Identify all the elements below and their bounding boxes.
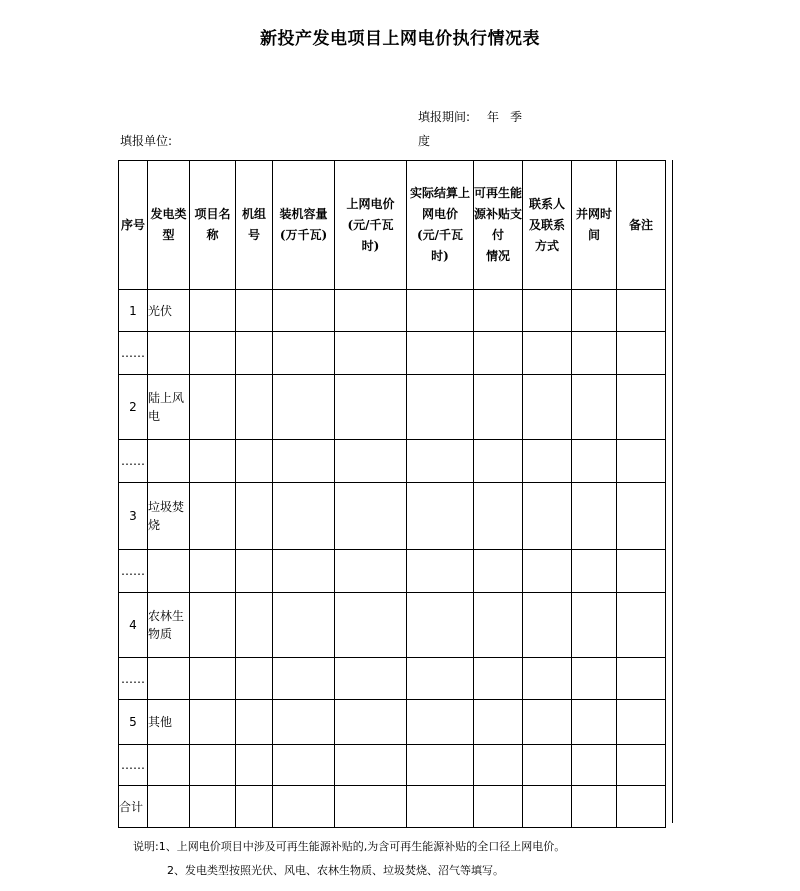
cell[interactable] (236, 483, 273, 550)
cell[interactable] (190, 375, 236, 440)
cell[interactable] (617, 483, 666, 550)
cell[interactable] (407, 700, 474, 745)
cell[interactable] (236, 593, 273, 658)
table-row (119, 745, 666, 786)
header-project-name: 项目名 称 (190, 161, 236, 290)
cell[interactable] (617, 593, 666, 658)
cell[interactable] (236, 332, 273, 375)
cell[interactable] (523, 550, 572, 593)
cell[interactable] (407, 550, 474, 593)
period-label: 填报期间: (418, 110, 471, 124)
cell[interactable] (273, 483, 335, 550)
row-serial: …… (119, 332, 148, 375)
table-row (119, 700, 666, 745)
cell[interactable] (236, 786, 273, 828)
cell[interactable] (572, 332, 617, 375)
cell[interactable] (523, 745, 572, 786)
cell[interactable] (236, 375, 273, 440)
cell[interactable] (523, 786, 572, 828)
cell[interactable] (335, 440, 407, 483)
row-serial: …… (119, 550, 148, 593)
cell[interactable] (474, 290, 523, 332)
cell[interactable] (572, 290, 617, 332)
cell[interactable] (273, 745, 335, 786)
cell[interactable] (407, 658, 474, 700)
row-type: 农林生 物质 (148, 593, 190, 658)
cell[interactable] (236, 658, 273, 700)
cell[interactable] (572, 786, 617, 828)
row-type (148, 332, 190, 375)
cell[interactable] (273, 786, 335, 828)
cell[interactable] (273, 375, 335, 440)
cell[interactable] (190, 483, 236, 550)
cell[interactable] (335, 745, 407, 786)
report-table (118, 160, 666, 828)
header-grid-price: 上网电价 (元/千瓦 时) (335, 161, 407, 290)
row-type: 其他 (148, 700, 190, 745)
row-type: 垃圾焚 烧 (148, 483, 190, 550)
header-row (119, 161, 666, 290)
cell[interactable] (335, 658, 407, 700)
cell[interactable] (474, 332, 523, 375)
cell[interactable] (523, 700, 572, 745)
row-serial: …… (119, 440, 148, 483)
total-label: 合计 (119, 786, 148, 828)
row-serial: 3 (119, 483, 148, 550)
cell[interactable] (523, 593, 572, 658)
cell[interactable] (236, 745, 273, 786)
note-2: 2、发电类型按照光伏、风电、农林生物质、垃圾焚烧、沼气等填写。 (167, 864, 504, 877)
cell[interactable] (523, 658, 572, 700)
cell[interactable] (148, 786, 190, 828)
cell[interactable] (572, 375, 617, 440)
cell[interactable] (572, 745, 617, 786)
header-type: 发电类 型 (148, 161, 190, 290)
cell[interactable] (572, 550, 617, 593)
cell[interactable] (474, 700, 523, 745)
total-row (119, 786, 666, 828)
cell[interactable] (617, 786, 666, 828)
header-grid-time: 并网时 间 (572, 161, 617, 290)
cell[interactable] (474, 658, 523, 700)
cell[interactable] (407, 332, 474, 375)
cell[interactable] (523, 375, 572, 440)
row-type: 陆上风 电 (148, 375, 190, 440)
cell[interactable] (474, 593, 523, 658)
row-serial: 4 (119, 593, 148, 658)
cell[interactable] (335, 375, 407, 440)
cell[interactable] (273, 593, 335, 658)
cell[interactable] (474, 745, 523, 786)
cell[interactable] (190, 332, 236, 375)
cell[interactable] (190, 550, 236, 593)
cell[interactable] (273, 440, 335, 483)
period-quarter-suffix: 度 (418, 134, 431, 148)
row-serial: …… (119, 658, 148, 700)
cell[interactable] (236, 290, 273, 332)
cell[interactable] (335, 786, 407, 828)
cell[interactable] (523, 332, 572, 375)
row-serial: 1 (119, 290, 148, 332)
cell[interactable] (617, 440, 666, 483)
row-type (148, 658, 190, 700)
cell[interactable] (474, 483, 523, 550)
period-year-label: 年 (487, 110, 500, 124)
cell[interactable] (407, 745, 474, 786)
cell[interactable] (617, 332, 666, 375)
cell[interactable] (617, 375, 666, 440)
table-row (119, 550, 666, 593)
cell[interactable] (474, 375, 523, 440)
cell[interactable] (572, 483, 617, 550)
cell[interactable] (190, 593, 236, 658)
row-serial: 5 (119, 700, 148, 745)
page-title: 新投产发电项目上网电价执行情况表 (260, 29, 540, 49)
cell[interactable] (273, 658, 335, 700)
note-1: 说明:1、上网电价项目中涉及可再生能源补贴的,为含可再生能源补贴的全口径上网电价。 (133, 840, 566, 853)
cell[interactable] (523, 483, 572, 550)
cell[interactable] (617, 745, 666, 786)
cell[interactable] (407, 290, 474, 332)
cell[interactable] (236, 440, 273, 483)
cell[interactable] (273, 290, 335, 332)
row-type (148, 745, 190, 786)
table-row (119, 375, 666, 440)
row-type (148, 550, 190, 593)
table-row (119, 440, 666, 483)
cell[interactable] (335, 593, 407, 658)
cell[interactable] (523, 440, 572, 483)
cell[interactable] (572, 593, 617, 658)
header-subsidy: 可再生能 源补贴支 付 情况 (474, 161, 523, 290)
cell[interactable] (407, 483, 474, 550)
header-contact: 联系人 及联系 方式 (523, 161, 572, 290)
cell[interactable] (273, 700, 335, 745)
cell[interactable] (617, 290, 666, 332)
cell[interactable] (407, 786, 474, 828)
cell[interactable] (335, 290, 407, 332)
row-serial: …… (119, 745, 148, 786)
table-row (119, 332, 666, 375)
header-capacity: 装机容量 (万千瓦) (273, 161, 335, 290)
cell[interactable] (190, 658, 236, 700)
cell[interactable] (617, 550, 666, 593)
cell[interactable] (190, 745, 236, 786)
cell[interactable] (474, 440, 523, 483)
cell[interactable] (335, 700, 407, 745)
table-row (119, 483, 666, 550)
cell[interactable] (273, 550, 335, 593)
cell[interactable] (236, 700, 273, 745)
cell[interactable] (190, 786, 236, 828)
cell[interactable] (407, 593, 474, 658)
cell[interactable] (474, 550, 523, 593)
cell[interactable] (236, 550, 273, 593)
period-quarter-label: 季 (510, 110, 523, 124)
row-serial: 2 (119, 375, 148, 440)
reporting-unit-label: 填报单位: (120, 134, 173, 148)
header-serial: 序号 (119, 161, 148, 290)
header-unit-no: 机组 号 (236, 161, 273, 290)
cell[interactable] (335, 483, 407, 550)
table-right-edge-line (672, 160, 673, 823)
cell[interactable] (407, 440, 474, 483)
row-type (148, 440, 190, 483)
cell[interactable] (572, 658, 617, 700)
table-row (119, 658, 666, 700)
table-row (119, 290, 666, 332)
cell[interactable] (572, 700, 617, 745)
row-type: 光伏 (148, 290, 190, 332)
cell[interactable] (617, 700, 666, 745)
cell[interactable] (190, 700, 236, 745)
cell[interactable] (572, 440, 617, 483)
cell[interactable] (190, 290, 236, 332)
table-row (119, 593, 666, 658)
cell[interactable] (474, 786, 523, 828)
header-remarks: 备注 (617, 161, 666, 290)
cell[interactable] (190, 440, 236, 483)
cell[interactable] (523, 290, 572, 332)
cell[interactable] (273, 332, 335, 375)
header-settled-price: 实际结算上 网电价 (元/千瓦 时) (407, 161, 474, 290)
cell[interactable] (335, 332, 407, 375)
cell[interactable] (335, 550, 407, 593)
cell[interactable] (617, 658, 666, 700)
cell[interactable] (407, 375, 474, 440)
